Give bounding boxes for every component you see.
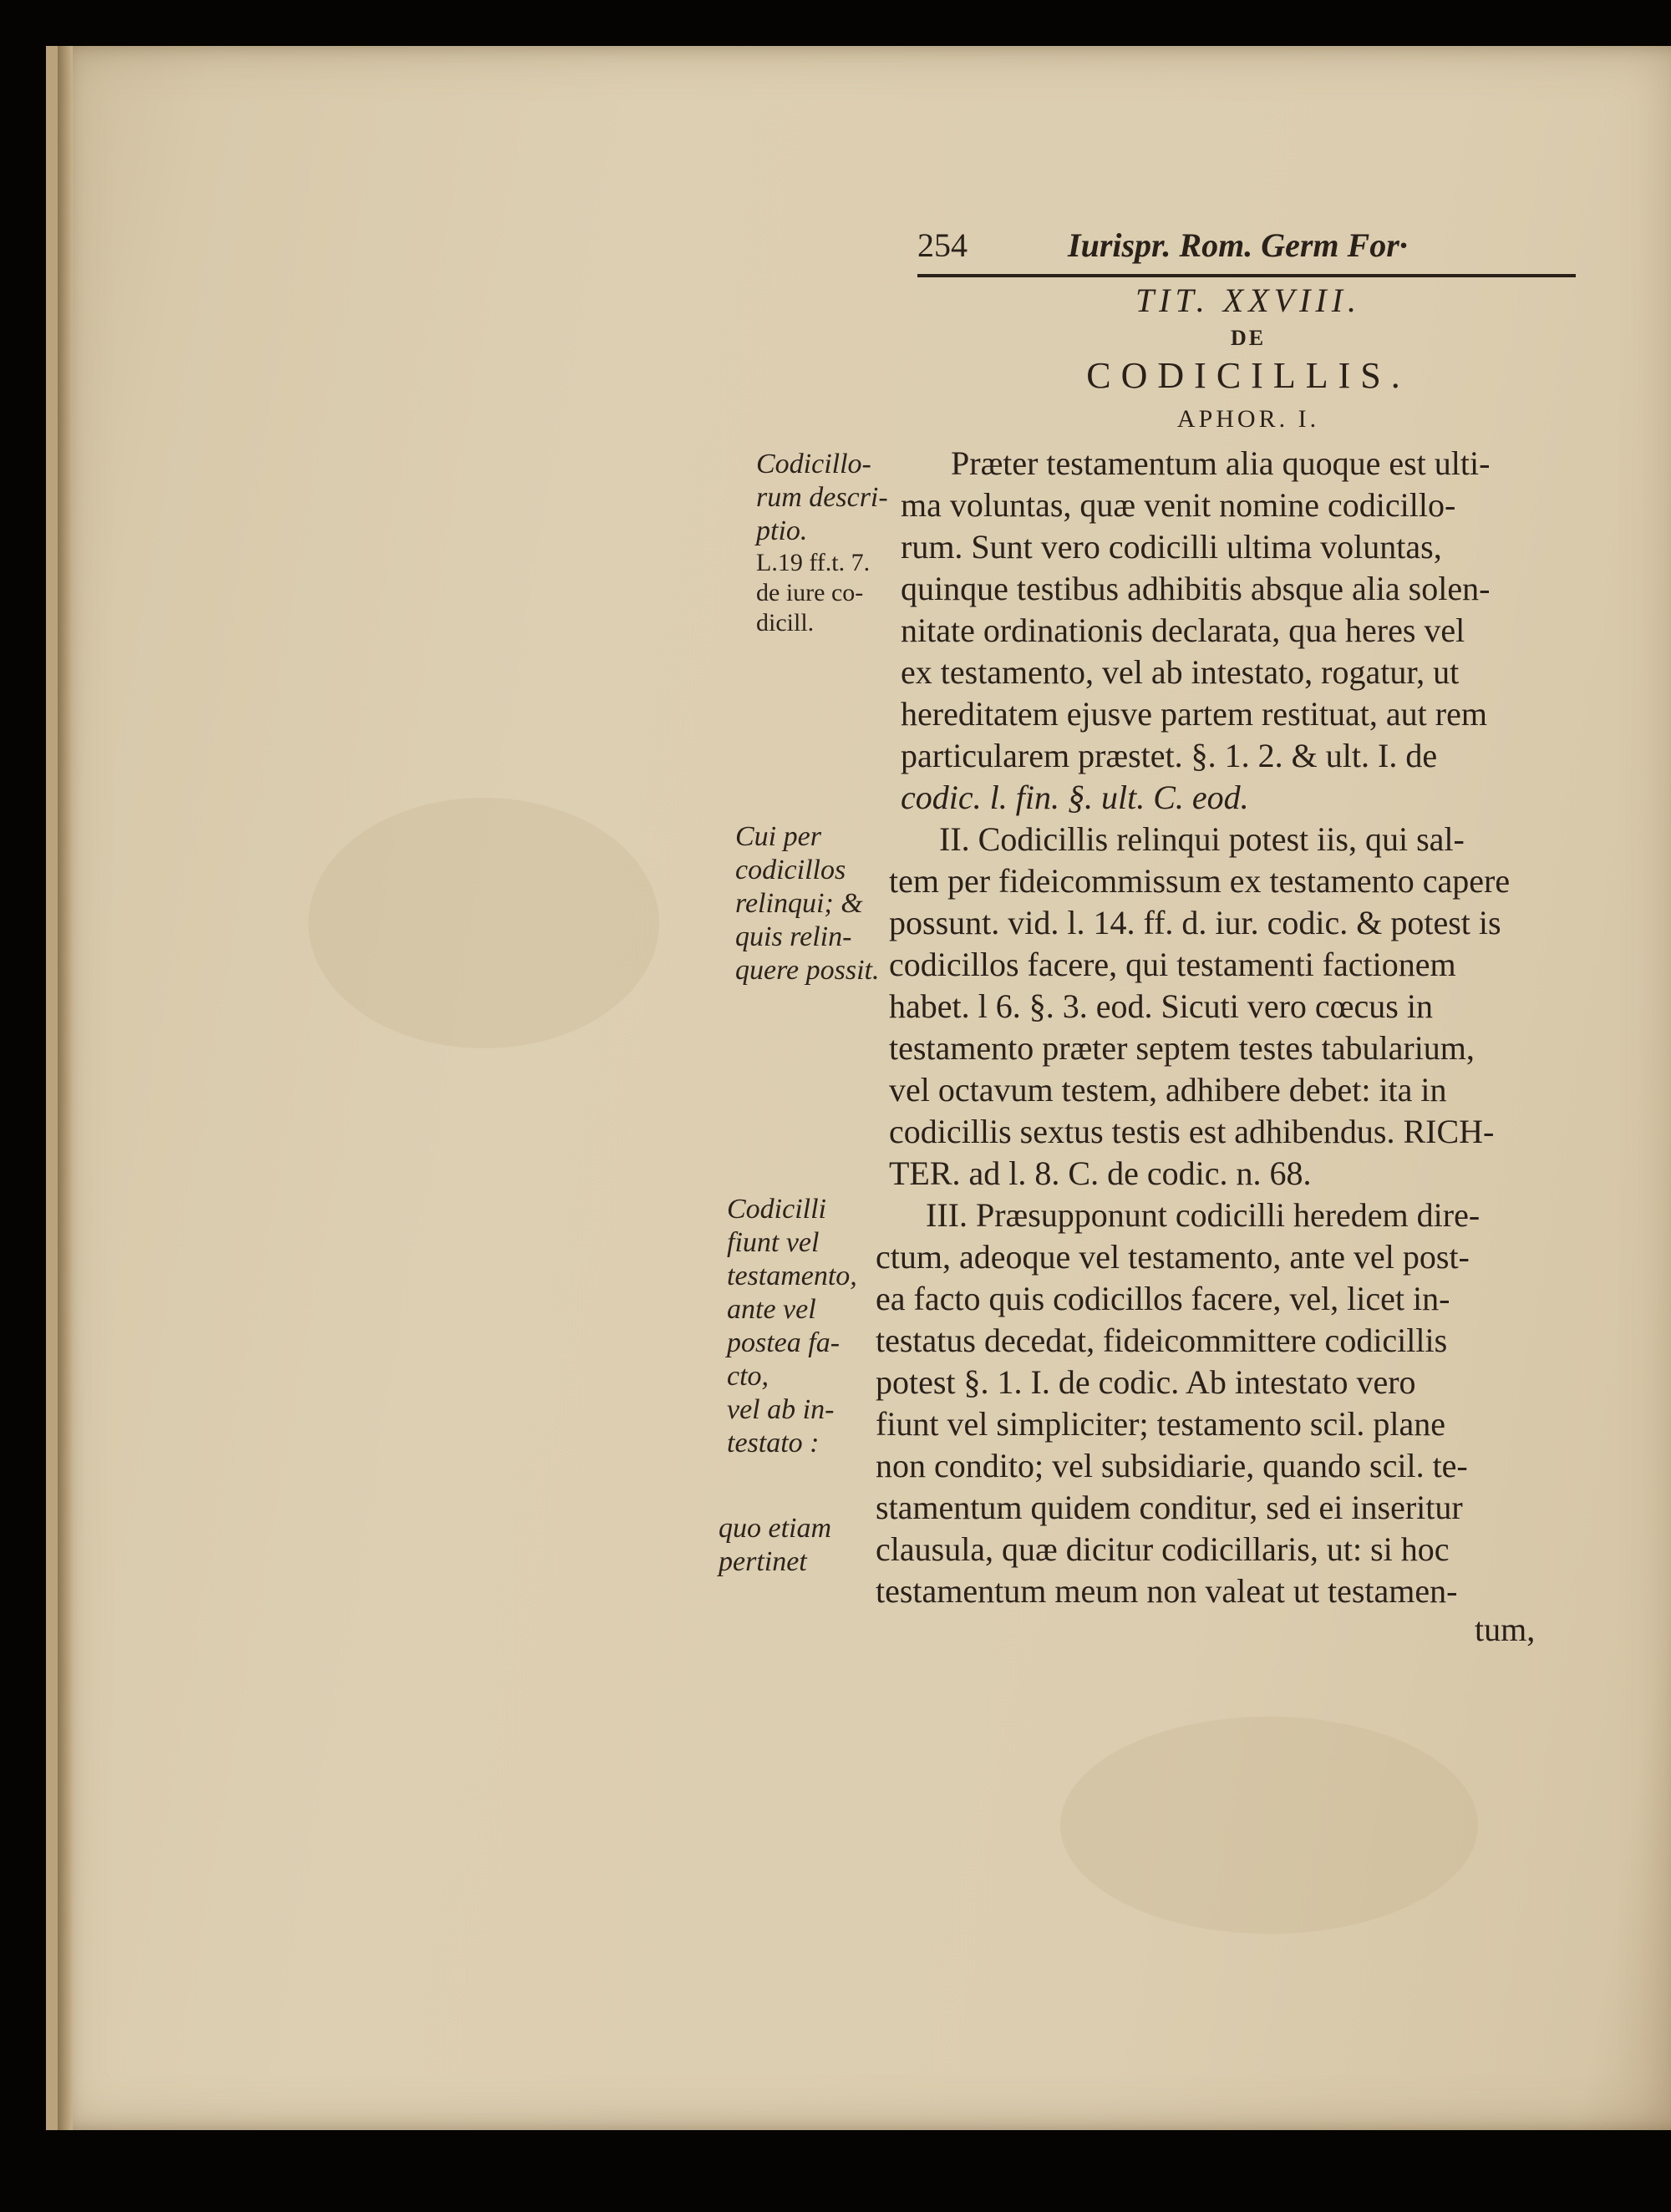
margin-reference-line: dicill. (756, 609, 815, 637)
margin-note-line: Cui per (735, 821, 821, 852)
text-line: hereditatem ejusve partem restituat, aut rem (901, 695, 1487, 733)
page-number: 254 (917, 226, 968, 264)
text-line: testamentum meum non valeat ut testamen- (876, 1572, 1458, 1610)
paper-stain (1060, 1717, 1478, 1934)
text-line: codic. l. fin. §. ult. C. eod. (901, 779, 1249, 816)
margin-note-line: Codicillo- (756, 449, 871, 479)
margin-note-line: Codicilli (727, 1194, 826, 1225)
text-line: quinque testibus adhibitis absque alia solen- (901, 570, 1491, 607)
margin-note-line: codicillos (735, 855, 846, 885)
margin-note-line: vel ab in- (727, 1394, 835, 1425)
text-line: ma voluntas, quæ venit nomine codicillo- (901, 486, 1456, 524)
text-line: II. Codicillis relinqui potest iis, qui sal- (939, 820, 1465, 858)
text-line: possunt. vid. l. 14. ff. d. iur. codic. & potest is (889, 904, 1501, 941)
title-block (919, 281, 1577, 439)
text-line: TER. ad l. 8. C. de codic. n. 68. (889, 1154, 1312, 1192)
paragraph-aphorism-3 (876, 1195, 1552, 1612)
margin-note (727, 1193, 894, 1460)
margin-note-line: quis relin- (735, 921, 852, 952)
margin-note (719, 1512, 886, 1579)
text-line: vel octavum testem, adhibere debet: ita in (889, 1071, 1447, 1109)
margin-note-line: postea fa- (727, 1327, 841, 1358)
paragraph-aphorism-2 (889, 819, 1557, 1195)
text-line: non condito; vel subsidiarie, quando scil. te- (876, 1447, 1468, 1484)
page-binding-edge (58, 46, 73, 2130)
text-line: ctum, adeoque vel testamento, ante vel post- (876, 1238, 1470, 1276)
text-line: rum. Sunt vero codicilli ultima voluntas, (901, 528, 1442, 566)
margin-note-line: quere possit. (735, 955, 880, 986)
text-line: fiunt vel simpliciter; testamento scil. plane (876, 1405, 1446, 1443)
text-line: codicillos facere, qui testamenti factionem (889, 946, 1456, 983)
margin-note (756, 448, 923, 638)
title-number: TIT. XXVIII. (1135, 282, 1362, 319)
paragraph-aphorism-1 (901, 443, 1561, 819)
margin-reference-line: de iure co- (756, 579, 864, 606)
text-line: clausula, quæ dicitur codicillaris, ut: si hoc (876, 1530, 1450, 1568)
text-line: nitate ordinationis declarata, qua heres vel (901, 611, 1465, 649)
title-preposition: DE (1230, 326, 1267, 350)
running-header (917, 226, 1577, 272)
text-line: Præter testamentum alia quoque est ulti- (951, 444, 1491, 482)
margin-note-line: quo etiam (719, 1513, 832, 1544)
margin-note-line: testamento, (727, 1261, 857, 1291)
aphorism-heading: APHOR. I. (1176, 405, 1320, 433)
text-line: ex testamento, vel ab intestato, rogatur, ut (901, 653, 1460, 691)
text-line: potest §. 1. I. de codic. Ab intestato vero (876, 1363, 1416, 1401)
margin-note-line: pertinet (719, 1546, 807, 1577)
text-line: codicillis sextus testis est adhibendus. RICH- (889, 1113, 1495, 1150)
text-line: particularem præstet. §. 1. 2. & ult. I. de (901, 737, 1438, 774)
margin-note-line: rum descri- (756, 482, 888, 513)
margin-note-line: relinqui; & (735, 888, 863, 919)
margin-note-line: cto, (727, 1361, 769, 1392)
text-line: habet. l 6. §. 3. eod. Sicuti vero cœcus in (889, 987, 1433, 1025)
margin-note-line: fiunt vel (727, 1227, 820, 1258)
text-line: stamentum quidem conditur, sed ei inseritur (876, 1489, 1463, 1526)
text-line: testamento præter septem testes tabularium, (889, 1029, 1475, 1067)
header-rule (917, 274, 1576, 277)
text-line: III. Præsupponunt codicilli heredem dire- (926, 1196, 1481, 1234)
chapter-title: CODICILLIS. (1086, 355, 1410, 396)
margin-note-line: ante vel (727, 1294, 816, 1325)
text-line: testatus decedat, fideicommittere codicillis (876, 1322, 1448, 1359)
margin-note (735, 820, 902, 987)
text-line: ea facto quis codicillos facere, vel, licet in- (876, 1280, 1450, 1317)
margin-note-line: ptio. (756, 515, 808, 546)
margin-reference-line: L.19 ff.t. 7. (756, 549, 871, 576)
text-line: tem per fideicommissum ex testamento capere (889, 862, 1511, 900)
catchword: tum, (1475, 1611, 1536, 1648)
running-title: Iurispr. Rom. Germ For· (1068, 226, 1408, 264)
margin-note-line: testato : (727, 1428, 820, 1459)
paper-stain (308, 798, 659, 1048)
